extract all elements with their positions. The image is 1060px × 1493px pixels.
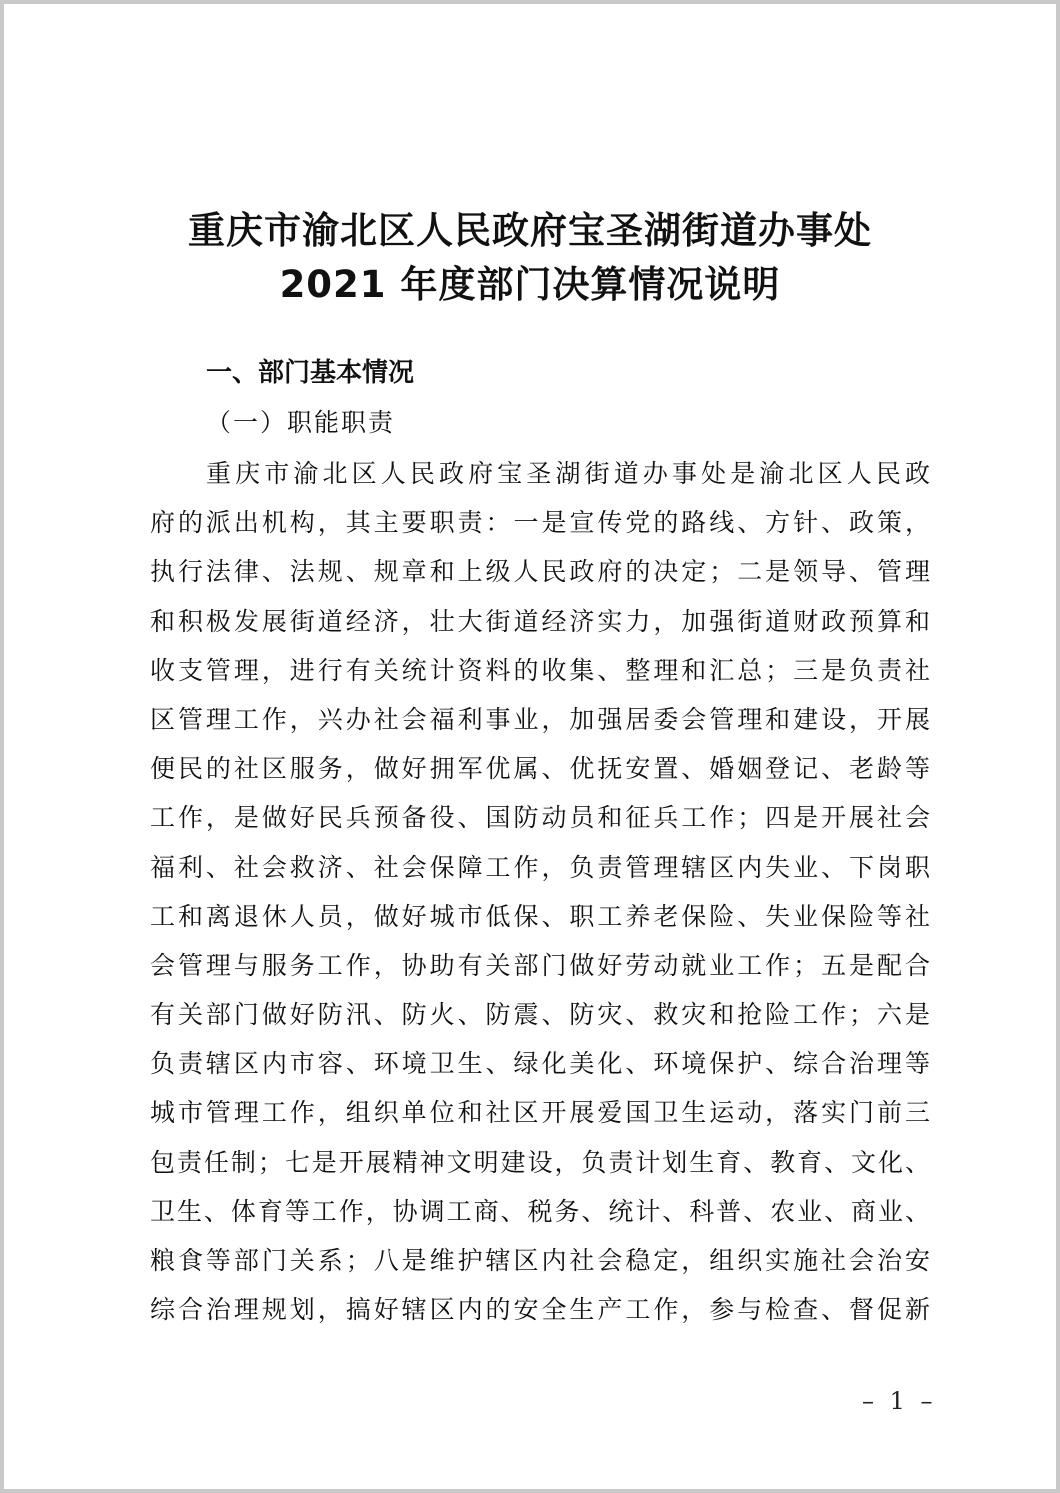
body-line: 负责辖区内市容、环境卫生、绿化美化、环境保护、综合治理等 <box>150 1049 930 1079</box>
body-line: 包责任制；七是开展精神文明建设，负责计划生育、教育、文化、 <box>150 1147 930 1177</box>
body-line: 有关部门做好防汛、防火、防震、防灾、救灾和抢险工作；六是 <box>150 1000 930 1030</box>
body-line: 福利、社会救济、社会保障工作，负责管理辖区内失业、下岗职 <box>150 852 930 882</box>
body-line: 综合治理规划，搞好辖区内的安全生产工作，参与检查、督促新 <box>150 1295 930 1325</box>
body-line: 工作，是做好民兵预备役、国防动员和征兵工作；四是开展社会 <box>150 803 930 833</box>
document-title-line-1: 重庆市渝北区人民政府宝圣湖街道办事处 <box>188 209 872 252</box>
body-line: 便民的社区服务，做好拥军优属、优抚安置、婚姻登记、老龄等 <box>150 754 930 784</box>
body-line: 收支管理，进行有关统计资料的收集、整理和汇总；三是负责社 <box>150 655 930 685</box>
section-heading-basic-info: 一、部门基本情况 <box>206 358 415 388</box>
body-line: 区管理工作，兴办社会福利事业，加强居委会管理和建设，开展 <box>150 704 930 734</box>
body-line: 会管理与服务工作，协助有关部门做好劳动就业工作；五是配合 <box>150 950 930 980</box>
body-line: 和积极发展街道经济，壮大街道经济实力，加强街道财政预算和 <box>150 606 930 636</box>
body-line: 工和离退休人员，做好城市低保、职工养老保险、失业保险等社 <box>150 901 930 931</box>
subsection-heading-functions: （一）职能职责 <box>206 408 396 437</box>
body-line: 执行法律、法规、规章和上级人民政府的决定；二是领导、管理 <box>150 557 930 587</box>
page-number: – 1 – <box>862 1387 937 1415</box>
body-line: 卫生、体育等工作，协调工商、税务、统计、科普、农业、商业、 <box>150 1196 930 1226</box>
body-line: 府的派出机构，其主要职责：一是宣传党的路线、方针、政策， <box>150 508 930 538</box>
body-line: 城市管理工作，组织单位和社区开展爱国卫生运动，落实门前三 <box>150 1098 930 1128</box>
body-paragraph <box>150 449 930 1334</box>
document-title-line-2: 2021 年度部门决算情况说明 <box>279 263 781 306</box>
body-line: 重庆市渝北区人民政府宝圣湖街道办事处是渝北区人民政 <box>206 459 930 488</box>
body-line: 粮食等部门关系；八是维护辖区内社会稳定，组织实施社会治安 <box>150 1246 930 1275</box>
